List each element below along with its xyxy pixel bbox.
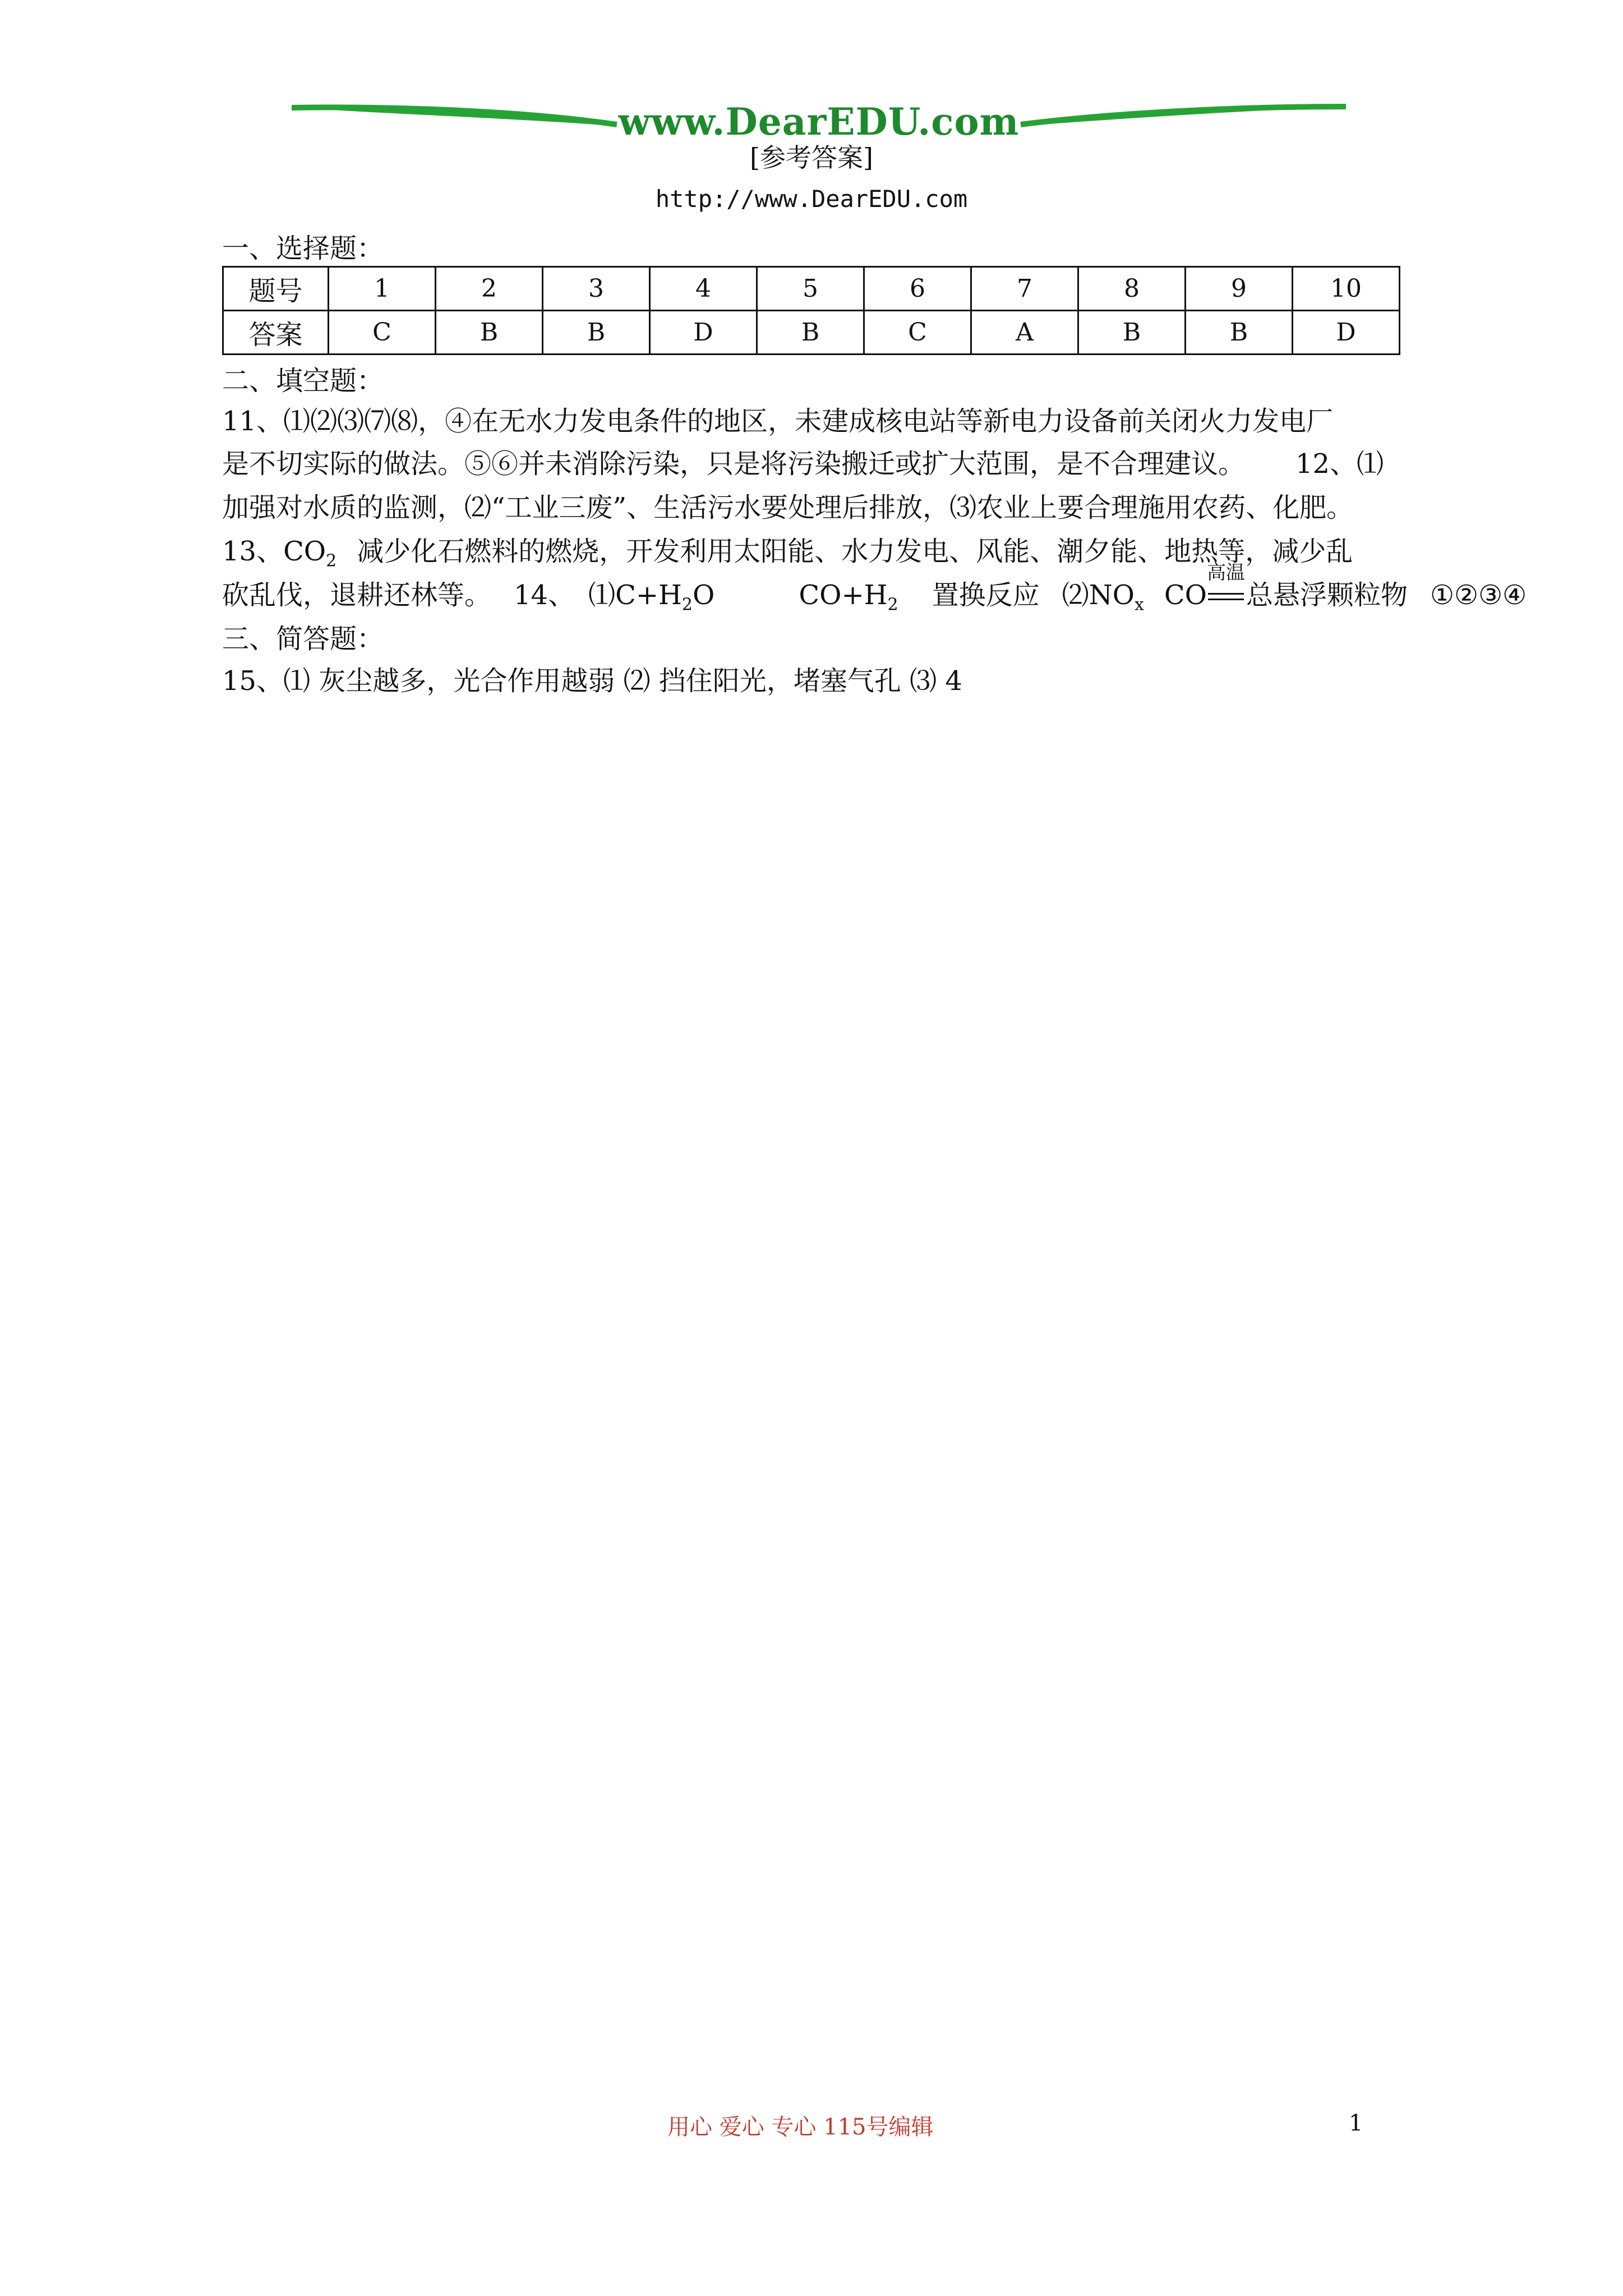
table-row-numbers	[223, 267, 1400, 311]
pollutant-nox: ⑵NO	[1062, 579, 1135, 611]
answer-12-line: 加强对水质的监测，⑵“工业三废”、生活污水要处理后排放，⑶农业上要合理施用农药、化肥。	[222, 492, 1354, 523]
nox-subscript: x	[1135, 595, 1144, 615]
table-cell: 2	[436, 267, 543, 311]
table-cell: B	[757, 311, 864, 355]
table-cell: 1	[329, 267, 436, 311]
answer-11-text: 是不切实际的做法。⑤⑥并未消除污染，只是将污染搬迁或扩大范围，是不合理建议。	[222, 448, 1246, 480]
answer-13-tail: 砍乱伐，退耕还林等。	[222, 579, 492, 611]
h2o-subscript: 2	[681, 595, 693, 615]
row-label-number: 题号	[223, 267, 329, 311]
table-cell: D	[650, 311, 757, 355]
answer-14-part3: ①②③④	[1430, 579, 1527, 611]
answer-13-line	[222, 530, 1353, 571]
section-heading-choice: 一、选择题：	[222, 233, 384, 264]
table-cell: 3	[543, 267, 650, 311]
equation-left-o: O	[693, 579, 715, 611]
h2-subscript: 2	[887, 595, 898, 615]
section-heading-short-answer: 三、简答题：	[222, 623, 384, 655]
answer-12-start: 12、⑴	[1295, 448, 1384, 480]
table-cell: B	[1186, 311, 1293, 355]
pollutant-particles: 总悬浮颗粒物	[1246, 579, 1408, 611]
footer-text: 用心 爱心 专心 115号编辑	[667, 2114, 934, 2140]
table-cell: 10	[1293, 267, 1400, 311]
answer-table	[222, 266, 1400, 355]
co2-subscript: 2	[326, 551, 337, 571]
reaction-type: 置换反应	[932, 579, 1040, 611]
row-label-answer: 答案	[223, 311, 329, 355]
answer-11-line1: 11、⑴⑵⑶⑺⑻，④在无水力发电条件的地区，未建成核电站等新电力设备前关闭火力发电厂	[222, 406, 1334, 437]
table-cell: A	[971, 311, 1078, 355]
answer-11-line2	[222, 442, 1384, 481]
site-logo-text: www.DearEDU.com	[618, 100, 1020, 144]
answer-14-number: 14、	[514, 579, 575, 611]
table-cell: C	[864, 311, 971, 355]
table-cell: 9	[1186, 267, 1293, 311]
table-cell: 5	[757, 267, 864, 311]
co2-formula: 13、CO	[222, 536, 326, 567]
table-cell: B	[1078, 311, 1186, 355]
table-cell: 4	[650, 267, 757, 311]
table-cell: C	[329, 311, 436, 355]
section-heading-fill: 二、填空题：	[222, 365, 384, 397]
site-url: http://www.DearEDU.com	[655, 185, 968, 213]
table-cell: 8	[1078, 267, 1186, 311]
table-row-answers	[223, 311, 1400, 355]
table-cell: 6	[864, 267, 971, 311]
document-title: [参考答案]	[750, 142, 873, 173]
answer-14-line	[222, 561, 1527, 615]
table-cell: B	[436, 311, 543, 355]
answer-13-text: 减少化石燃料的燃烧，开发利用太阳能、水力发电、风能、潮夕能、地热等，减少乱	[357, 536, 1353, 567]
equation-left: ⑴C+H	[588, 579, 682, 611]
reaction-condition: 高温	[1207, 561, 1245, 584]
equation-right: CO+H	[799, 579, 888, 611]
table-cell: 7	[971, 267, 1078, 311]
page-number: 1	[1349, 2110, 1363, 2136]
table-cell: B	[543, 311, 650, 355]
answer-15-line: 15、⑴ 灰尘越多，光合作用越弱 ⑵ 挡住阳光，堵塞气孔 ⑶ 4	[222, 665, 962, 697]
equals-with-condition	[1207, 561, 1246, 609]
table-cell: D	[1293, 311, 1400, 355]
pollutant-co: CO	[1164, 579, 1207, 611]
